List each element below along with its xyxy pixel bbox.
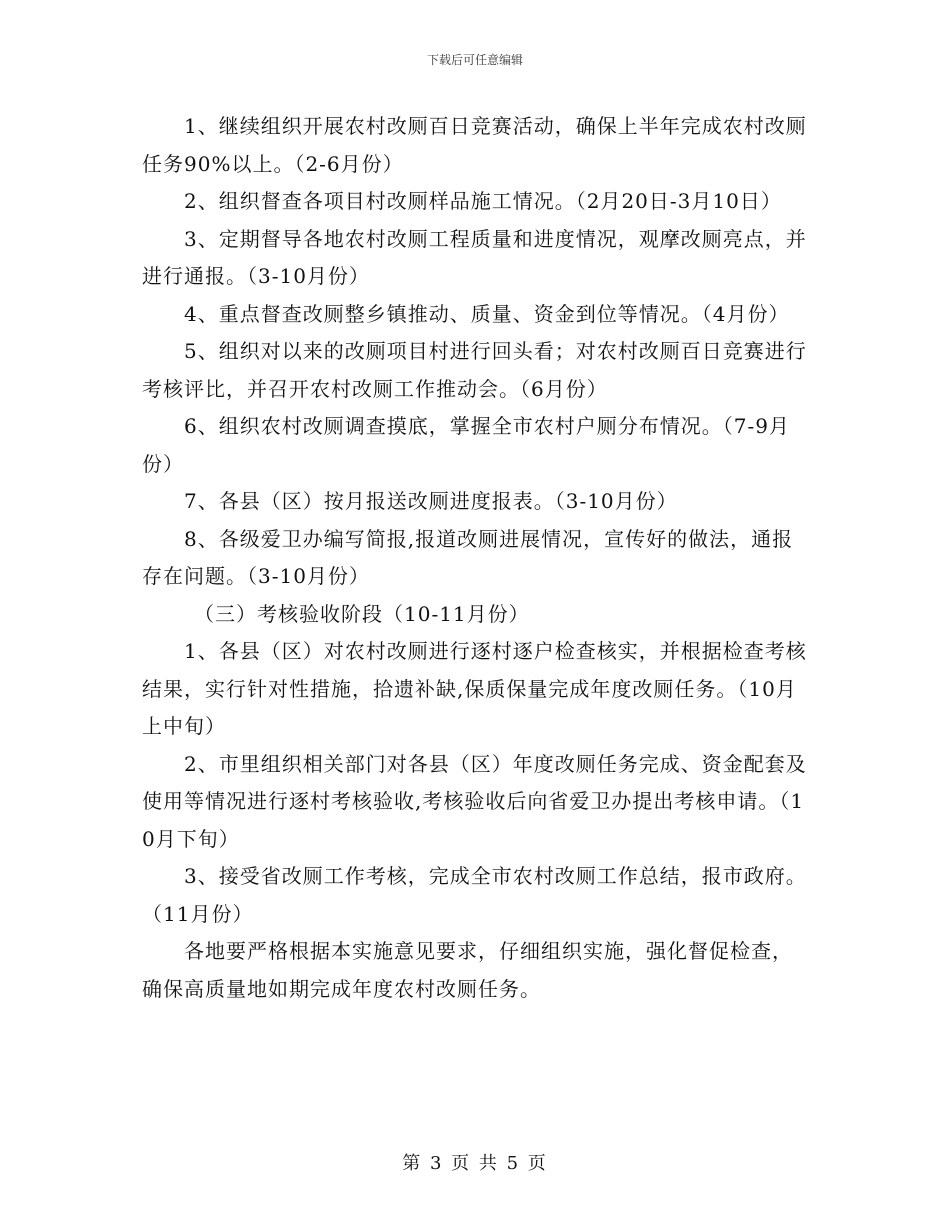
paragraph-closing: 各地要严格根据本实施意见要求，仔细组织实施，强化督促检查，确保高质量地如期完成年度农村改厕任务。 [142,939,793,1001]
page-number: 第 3 页 共 5 页 [402,1153,548,1174]
paragraph-task-8: 8、各级爱卫办编写简报,报道改厕进展情况，宣传好的做法，通报存在问题。（3-10月份） [142,526,794,588]
section-heading-acceptance: （三）考核验收阶段（10-11月份） [194,601,530,626]
paragraph-task-4: 4、重点督查改厕整乡镇推动、质量、资金到位等情况。（4月份） [184,301,790,326]
paragraph-acceptance-3: 3、接受省改厕工作考核，完成全市农村改厕工作总结，报市政府。（11月份） [142,864,807,926]
paragraph-acceptance-1: 1、各县（区）对农村改厕进行逐村逐户检查核实，并根据检查考核结果，实行针对性措施，拾遗补缺,保质保量完成年度改厕任务。（10月上中旬） [142,639,807,738]
page-header-note: 下载后可任意编辑 [426,53,523,67]
paragraph-acceptance-2: 2、市里组织相关部门对各县（区）年度改厕任务完成、资金配套及使用等情况进行逐村考核验收,考核验收后向省爱卫办提出考核申请。（10月下旬） [142,751,807,851]
paragraph-task-6: 6、组织农村改厕调查摸底，掌握全市农村户厕分布情况。（7-9月份） [142,414,790,476]
paragraph-task-5: 5、组织对以来的改厕项目村进行回头看；对农村改厕百日竞赛进行考核评比，并召开农村改厕工作推动会。（6月份） [142,339,807,401]
paragraph-task-2: 2、组织督查各项目村改厕样品施工情况。（2月20日-3月10日） [184,189,782,213]
paragraph-task-7: 7、各县（区）按月报送改厕进度报表。（3-10月份） [184,489,678,513]
document-body [142,108,810,1008]
paragraph-task-3: 3、定期督导各地农村改厕工程质量和进度情况，观摩改厕亮点，并进行通报。（3-10月份） [142,226,807,288]
paragraph-task-1: 1、继续组织开展农村改厕百日竞赛活动，确保上半年完成农村改厕任务90%以上。（2-6月份） [142,114,807,176]
